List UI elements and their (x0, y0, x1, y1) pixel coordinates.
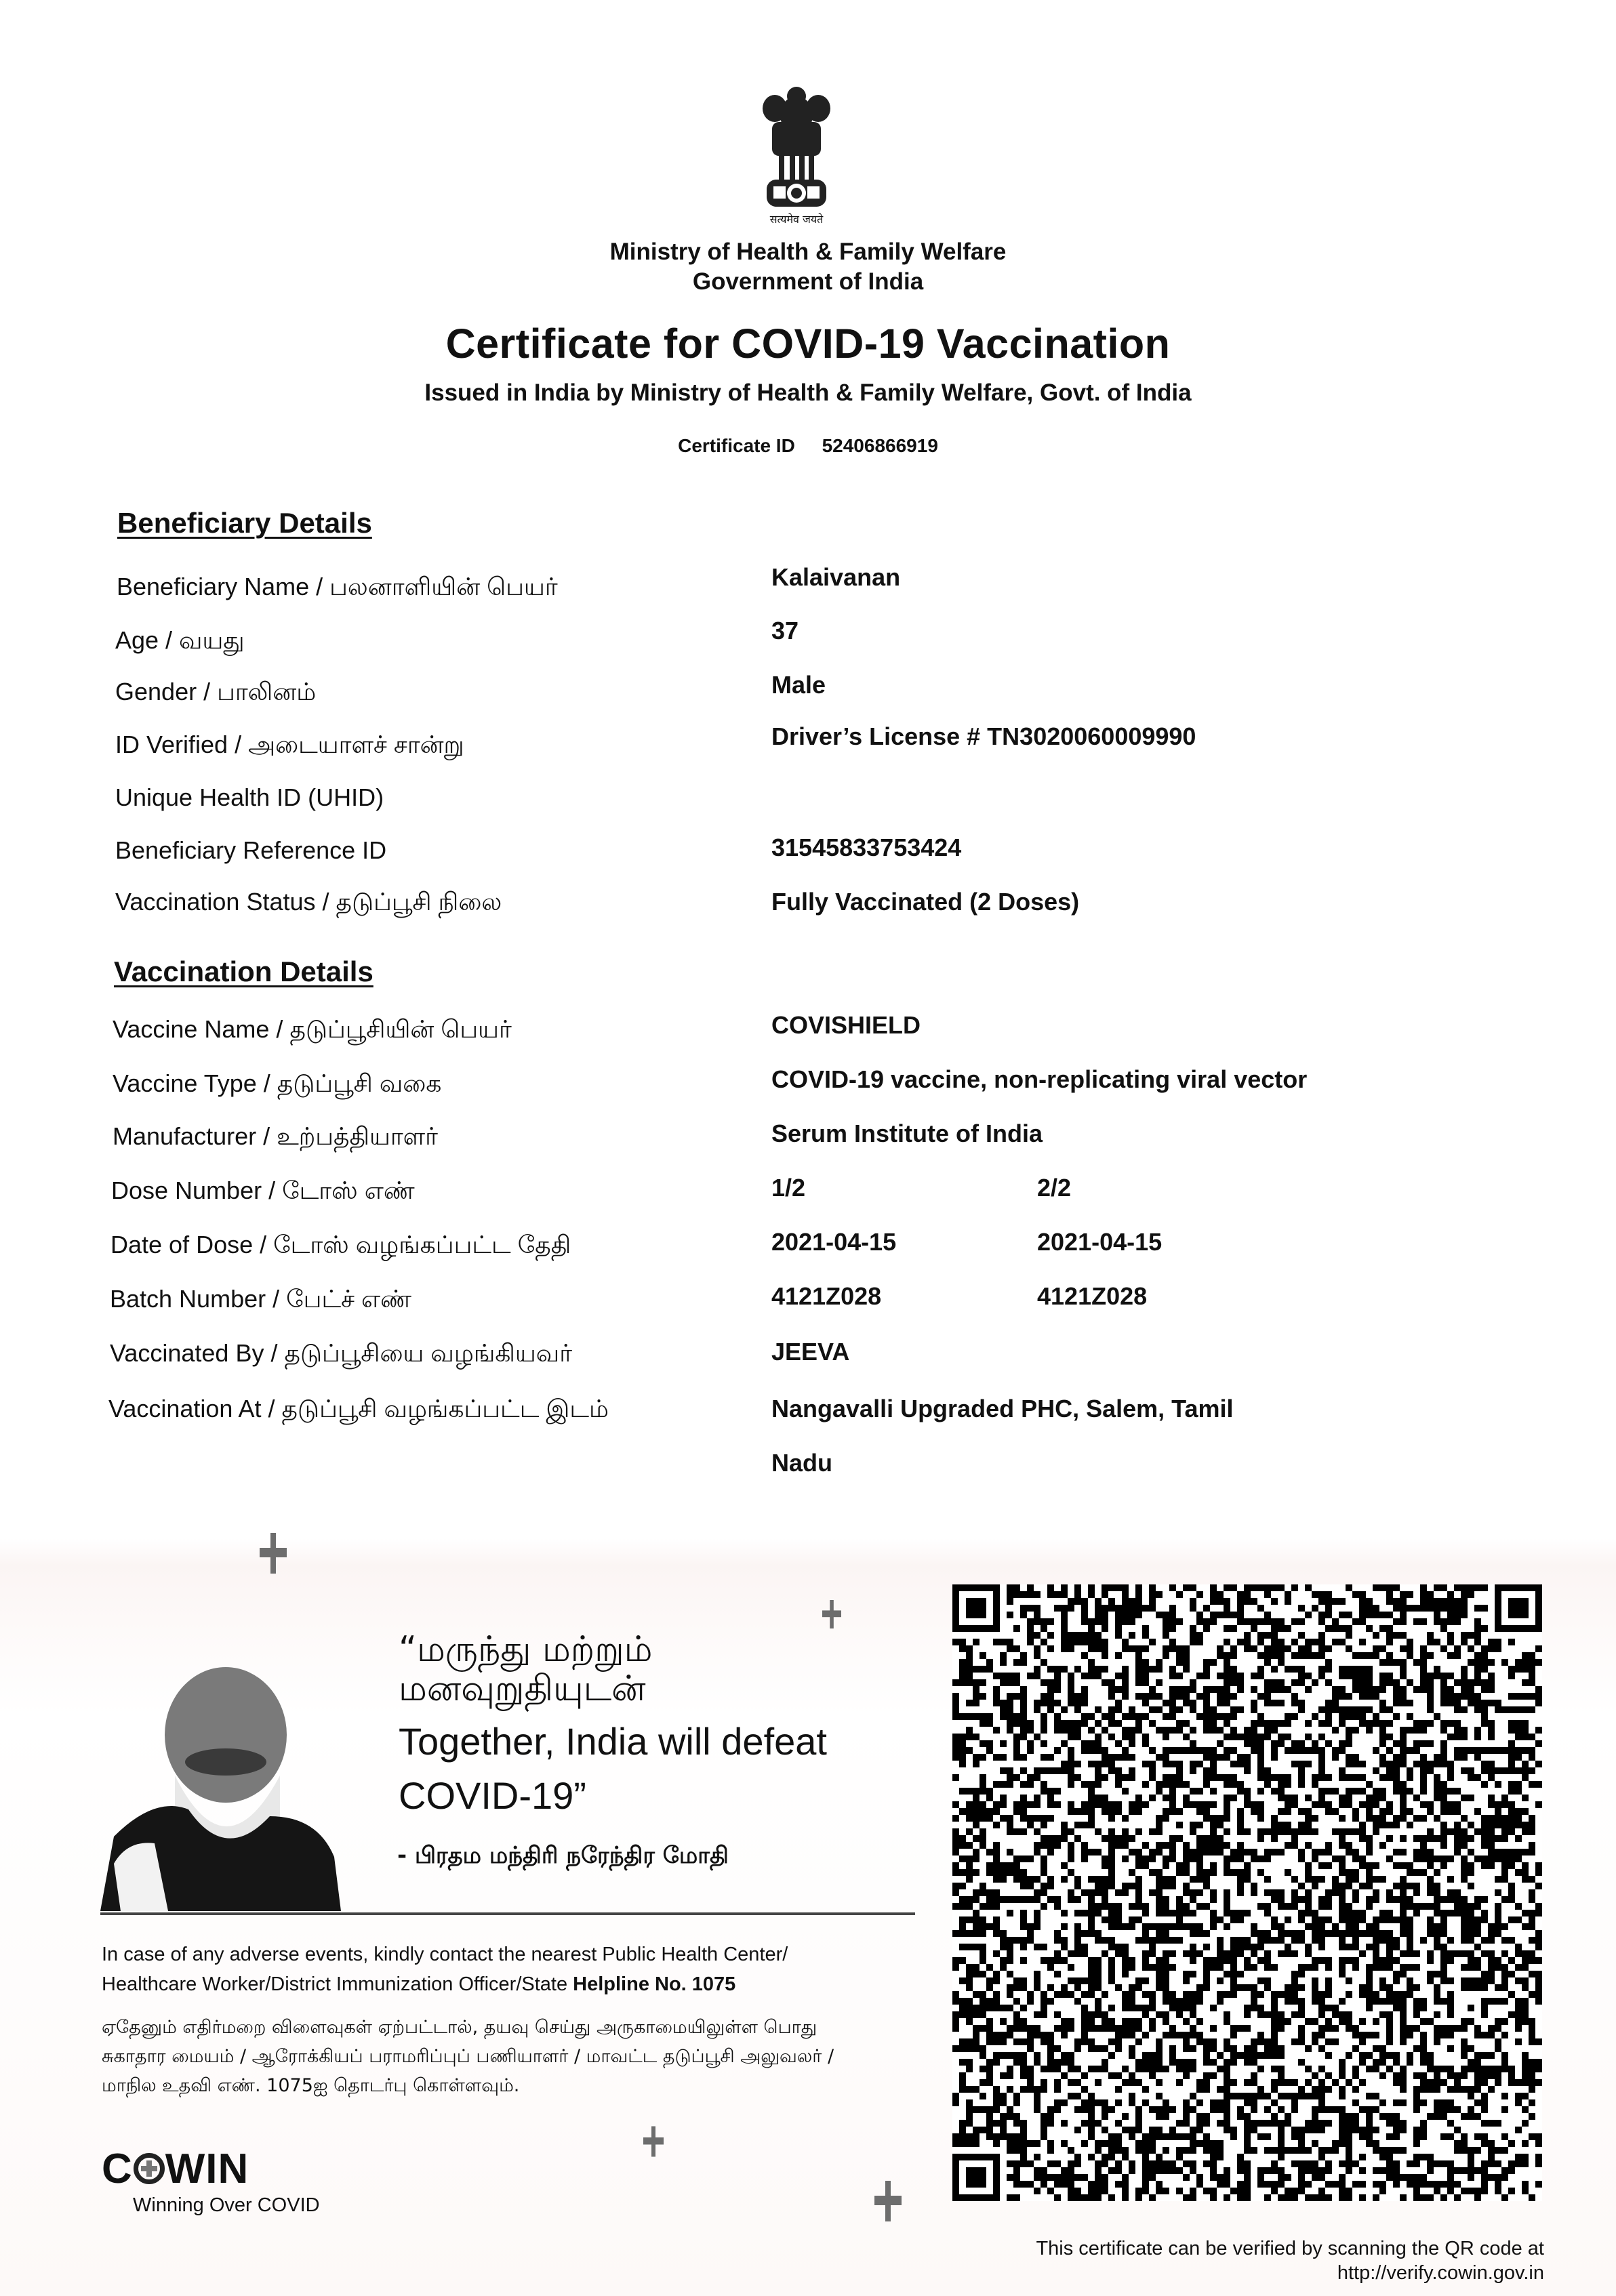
manufacturer-row (0, 1122, 1616, 1163)
manufacturer-label: Manufacturer / உற்பத்தியாளர் (113, 1122, 438, 1150)
quote-attribution: - பிரதம மந்திரி நரேந்திர மோதி (397, 1842, 729, 1869)
adverse-tamil-line3: மாநில உதவி எண். 1075ஐ தொடர்பு கொள்ளவும். (102, 2075, 520, 2096)
batch-number-value-2: 4121Z028 (1037, 1282, 1148, 1310)
uhid-label: Unique Health ID (UHID) (115, 783, 384, 811)
vaccinated-by-value: JEEVA (771, 1338, 850, 1366)
beneficiary-name-row (0, 563, 1616, 613)
adverse-tamil-line2: சுகாதார மையம் / ஆரோக்கியப் பராமரிப்புப் பணியாளர் / மாவட்ட தடுப்பூசி அலுவலர் / (102, 2046, 834, 2067)
vaccination-status-value: Fully Vaccinated (2 Doses) (771, 888, 1080, 916)
date-of-dose-value-2: 2021-04-15 (1037, 1228, 1163, 1256)
gender-value: Male (771, 671, 826, 699)
adverse-english-line1: In case of any adverse events, kindly contact the nearest Public Health Center/ (102, 1944, 788, 1965)
ministry-name: Ministry of Health & Family Welfare (609, 239, 1007, 265)
plus-cross-icon (822, 1600, 841, 1628)
batch-number-row (0, 1282, 1616, 1326)
vaccination-at-value-line2: Nadu (771, 1449, 832, 1477)
beneficiary-reference-label: Beneficiary Reference ID (115, 836, 387, 864)
id-verified-label: ID Verified / அடையாளச் சான்று (115, 731, 464, 758)
certificate-id (0, 435, 1616, 457)
id-verified-row (0, 722, 1616, 771)
national-emblem-icon (749, 81, 844, 230)
certificate-subtitle: Issued in India by Ministry of Health & Family Welfare, Govt. of India (424, 380, 1192, 406)
gender-row (0, 671, 1616, 718)
manufacturer-value: Serum Institute of India (771, 1120, 1043, 1147)
date-of-dose-value-1: 2021-04-15 (771, 1228, 897, 1256)
emblem-motto: सत्यमेव जयते (769, 213, 824, 226)
verification-note (949, 2236, 1544, 2285)
vaccine-type-value: COVID-19 vaccine, non-replicating viral vector (771, 1065, 1308, 1093)
quote-tamil-line2: மனவுறுதியுடன் (399, 1668, 646, 1709)
beneficiary-details-heading: Beneficiary Details (117, 507, 372, 539)
dose-number-row (0, 1176, 1616, 1217)
quote-english (399, 1715, 827, 1823)
dose-number-label: Dose Number / டோஸ் எண் (111, 1176, 415, 1204)
id-verified-value: Driver’s License # TN3020060009990 (771, 722, 1196, 750)
adverse-events-tamil (102, 2013, 929, 2100)
cowin-logo-c: C (102, 2146, 133, 2192)
batch-number-label: Batch Number / பேட்ச் எண் (110, 1285, 411, 1313)
vaccine-type-label: Vaccine Type / தடுப்பூசி வகை (113, 1069, 442, 1097)
date-of-dose-label: Date of Dose / டோஸ் வழங்கப்பட்ட தேதி (110, 1231, 571, 1258)
batch-number-value-1: 4121Z028 (771, 1282, 882, 1310)
helpline-number: Helpline No. 1075 (573, 1973, 736, 1995)
vaccinated-by-row (0, 1339, 1616, 1380)
verification-url[interactable]: http://verify.cowin.gov.in (1337, 2262, 1544, 2284)
beneficiary-name-value: Kalaivanan (771, 563, 901, 591)
vaccine-name-label: Vaccine Name / தடுப்பூசியின் பெயர் (113, 1015, 512, 1043)
cowin-logo (102, 2145, 249, 2193)
verification-text: This certificate can be verified by scanning the QR code at (1036, 2238, 1544, 2259)
age-label: Age / வயது (115, 626, 245, 654)
vaccination-at-value: Nangavalli Upgraded PHC, Salem, Tamil (771, 1395, 1234, 1422)
gender-label: Gender / பாலினம் (115, 678, 317, 705)
cowin-logo-rest: WIN (165, 2146, 249, 2192)
beneficiary-reference-row (0, 836, 1616, 877)
date-of-dose-row (0, 1228, 1616, 1271)
beneficiary-reference-value: 31545833753424 (771, 834, 962, 861)
age-row (0, 617, 1616, 667)
certificate-id-label: Certificate ID (678, 435, 795, 456)
quote-english-line1: Together, India will defeat (399, 1720, 827, 1763)
vaccination-status-label: Vaccination Status / தடுப்பூசி நிலை (115, 888, 502, 916)
vaccinated-by-label: Vaccinated By / தடுப்பூசியை வழங்கியவர் (110, 1339, 572, 1367)
cowin-tagline: Winning Over COVID (133, 2194, 320, 2216)
plus-cross-icon (874, 2181, 902, 2221)
vaccination-at-row (0, 1395, 1616, 1477)
uhid-row (0, 783, 1616, 824)
adverse-tamil-line1: ஏதேனும் எதிர்மறை விளைவுகள் ஏற்பட்டால், தயவு செய்து அருகாமையிலுள்ள பொது (102, 2017, 817, 2038)
cowin-cross-circle-icon (134, 2153, 165, 2184)
vaccination-details-heading: Vaccination Details (114, 956, 373, 987)
dose-number-value-1: 1/2 (771, 1174, 806, 1202)
government-name: Government of India (692, 268, 924, 295)
dose-number-value-2: 2/2 (1037, 1174, 1072, 1202)
vaccination-at-label: Vaccination At / தடுப்பூசி வழங்கப்பட்ட இடம் (108, 1395, 609, 1422)
quote-tamil (399, 1630, 653, 1708)
beneficiary-name-label: Beneficiary Name / பலனாளியின் பெயர் (117, 573, 558, 600)
vaccine-name-row (0, 1011, 1616, 1056)
age-value: 37 (771, 617, 799, 644)
prime-minister-portrait (100, 1660, 344, 1911)
vaccination-status-row (0, 888, 1616, 928)
quote-english-line2: COVID-19” (399, 1774, 586, 1817)
adverse-english-line2: Healthcare Worker/District Immunization Officer/State (102, 1973, 573, 1995)
vaccine-name-value: COVISHIELD (771, 1011, 921, 1039)
plus-cross-icon (260, 1533, 287, 1574)
quote-divider (100, 1912, 915, 1915)
adverse-events-english (102, 1940, 915, 1999)
quote-tamil-line1: “மருந்து மற்றும் (399, 1629, 653, 1670)
certificate-id-value: 52406866919 (822, 435, 938, 456)
qr-code-icon[interactable] (952, 1584, 1542, 2201)
certificate-title: Certificate for COVID-19 Vaccination (445, 321, 1171, 367)
plus-cross-icon (643, 2127, 664, 2157)
vaccine-type-row (0, 1065, 1616, 1110)
